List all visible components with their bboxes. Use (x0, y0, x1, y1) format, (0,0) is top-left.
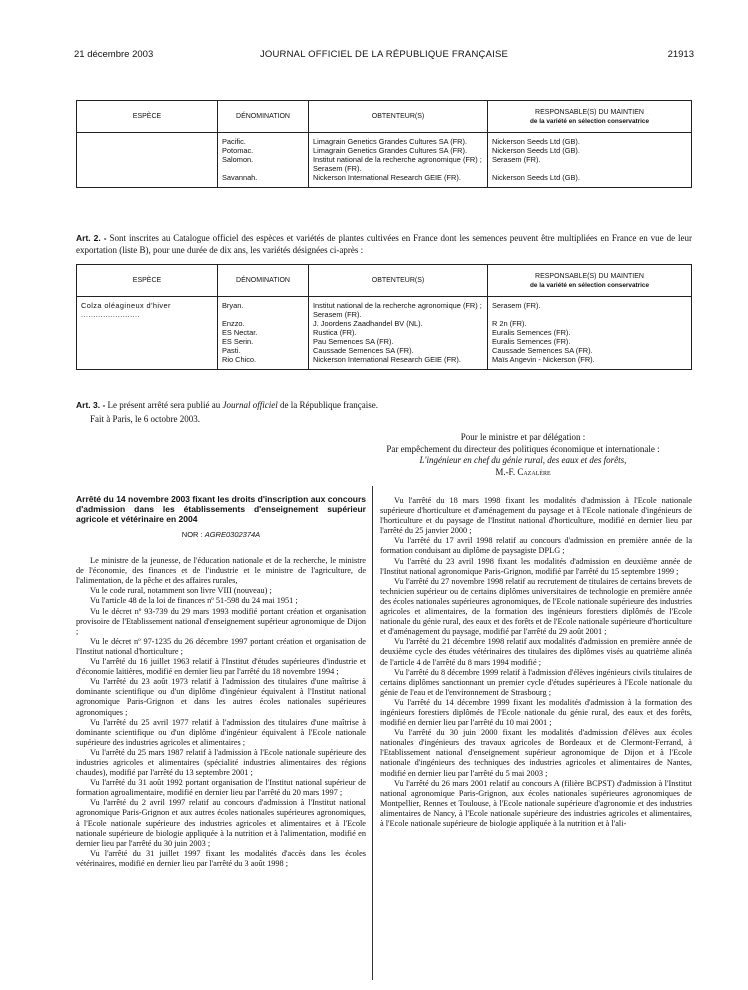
cell-obtenteur: Institut national de la recherche agronomique (FR) ; Serasem (FR). (309, 155, 488, 173)
cell-denomination: Enzzo. (218, 319, 309, 328)
cell-responsable: Maïs Angevin - Nickerson (FR). (488, 355, 692, 364)
table-row (77, 319, 692, 328)
cell-espece (77, 319, 218, 328)
cell-denomination: ES Serin. (218, 337, 309, 346)
col-header-denomination: DÉNOMINATION (218, 101, 309, 133)
cell-responsable: Nickerson Seeds Ltd (GB). (488, 146, 692, 155)
table-row (77, 146, 692, 155)
considerant-paragraph: Vu l'arrêté du 2 avril 1997 relatif au concours d'admission à l'Institut national agronomique Paris-Grignon et aux autres écoles nationales supérieures agronomiques, à l'Ecole nationale supérieure des industries agricoles et alimentaires et à l'Ecole nationale supérieure de biologie appliquée à la nutrition et à l'alimentation, modifié en dernier lieu par l'arrêté du 30 juin 2003 ; (76, 798, 366, 848)
fait-a-paris: Fait à Paris, le 6 octobre 2003. (90, 414, 200, 424)
cell-espece (77, 137, 218, 146)
table-row (77, 337, 692, 346)
responsable-header-label: RESPONSABLE(S) DU MAINTIEN (535, 272, 644, 280)
article-2 (76, 233, 692, 256)
table-2-body (77, 297, 692, 370)
cell-espece (77, 146, 218, 155)
cell-denomination: Pacific. (218, 137, 309, 146)
considerant-paragraph: Vu le code rural, notamment son livre VIII (nouveau) ; (90, 586, 272, 596)
journal-title: JOURNAL OFFICIEL DE LA RÉPUBLIQUE FRANÇAISE (259, 49, 509, 60)
cell-obtenteur: Pau Semences SA (FR). (309, 337, 488, 346)
varieties-table-1 (76, 100, 692, 188)
table-row (77, 137, 692, 146)
cell-denomination: Savannah. (218, 173, 309, 182)
column-divider (372, 486, 373, 980)
col-header-obtenteur: OBTENTEUR(S) (309, 101, 488, 133)
cell-espece: Colza oléagineux d'hiver ........................ (77, 301, 218, 319)
cell-responsable: Nickerson Seeds Ltd (GB). (488, 173, 692, 182)
cell-responsable: Serasem (FR). (488, 301, 692, 319)
cell-responsable: R 2n (FR). (488, 319, 692, 328)
signatory-name: M.-F. Cazalère (495, 466, 551, 477)
signature-line-3: L'ingénieur en chef du génie rural, des eaux et des forêts, (419, 455, 627, 466)
nor-label: NOR : (181, 530, 205, 539)
left-paragraphs (76, 556, 366, 869)
col-header-denomination: DÉNOMINATION (218, 265, 309, 297)
article-2-text: Sont inscrites au Catalogue officiel des espèces et variétés de plantes cultivées en France dont les semences peuvent être multipliées en France en vue de leur exportation (liste B), pour une durée de dix ans, les variétés désignées ci-après : (76, 233, 692, 255)
article-3 (76, 400, 692, 412)
considerant-paragraph: Vu l'arrêté du 17 avril 1998 relatif au concours d'admission en première année de la formation conduisant au diplôme de paysagiste DPLG ; (380, 536, 692, 556)
nor-code: AGRE0302374A (204, 530, 261, 539)
cell-espece (77, 355, 218, 364)
cell-responsable: Serasem (FR). (488, 155, 692, 173)
cell-obtenteur: Limagrain Genetics Grandes Cultures SA (FR). (309, 137, 488, 146)
cell-obtenteur: Limagrain Genetics Grandes Cultures SA (FR). (309, 146, 488, 155)
responsable-header-sub: de la variété en sélection conservatrice (530, 117, 649, 125)
cell-obtenteur: Rustica (FR). (309, 328, 488, 337)
considerant-paragraph: Vu l'arrêté du 26 mars 2001 relatif au concours A (filière BCPST) d'admission à l'Institut national agronomique Paris-Grignon, aux écoles nationales supérieures agronomiques de Montpellier, Rennes et Toulouse, à l'Ecole nationale supérieure d'agronomie et des industries alimentaires de Nancy, à l'Ecole nationale supérieure des industries agricoles et alimentaires, à l'Ecole nationale supérieure de biologie appliquée à la nutrition et à l'ali- (380, 778, 692, 828)
cell-denomination: Pasti. (218, 346, 309, 355)
considerant-paragraph: Vu l'arrêté du 25 avril 1977 relatif à l'admission des titulaires d'une maîtrise à dominante scientifique ou d'un diplôme d'ingénieur équivalent à l'Ecole nationale supérieure des industries agricoles et alimentaires ; (76, 717, 366, 747)
considerant-paragraph: Vu l'arrêté du 23 avril 1998 fixant les modalités d'admission en deuxième année de l'Institut national agronomique Paris-Grignon, modifié par l'arrêté du 15 septembre 1999 ; (380, 556, 692, 576)
cell-obtenteur: Nickerson International Research GEIE (FR). (309, 355, 488, 364)
cell-espece (77, 346, 218, 355)
col-header-espece: ESPÈCE (77, 101, 218, 133)
considerant-paragraph: Vu l'article 48 de la loi de finances nº 51-598 du 24 mai 1951 ; (90, 596, 298, 606)
table-row (77, 328, 692, 337)
cell-denomination: ES Nectar. (218, 328, 309, 337)
left-column (76, 494, 366, 869)
cell-espece (77, 337, 218, 346)
considerant-paragraph: Vu l'arrêté du 16 juillet 1963 relatif à l'Institut d'études supérieures d'industrie et d'économie laitières, modifié en dernier lieu par l'arrêté du 18 novembre 1994 ; (76, 657, 366, 677)
nor-reference (76, 530, 366, 540)
considerant-paragraph: Vu l'arrêté du 31 août 1992 portant organisation de l'Institut national supérieur de formation agroalimentaire, modifié en dernier lieu par l'arrêté du 20 mars 1997 ; (76, 778, 366, 798)
considerant-paragraph: Vu l'arrêté du 30 juin 2000 fixant les modalités d'admission d'élèves aux écoles nationales d'ingénieurs des travaux agricoles de Bordeaux et de Clermont-Ferrand, à l'Etablissement national d'enseignement supérieur agronomique de Dijon et à l'Ecole nationale d'ingénieurs des techniques des industries agricoles et alimentaires de Nantes, modifié en dernier lieu par l'arrêté du 5 mai 2003 ; (380, 728, 692, 778)
considerant-paragraph: Vu l'arrêté du 23 août 1973 relatif à l'admission des titulaires d'une maîtrise à dominante scientifique ou d'un diplôme d'ingénieur équivalent à l'Institut national agronomique Paris-Grignon et dans les autres écoles nationales supérieures agronomiques ; (76, 677, 366, 717)
cell-obtenteur: Nickerson International Research GEIE (FR). (309, 173, 488, 182)
cell-obtenteur: Institut national de la recherche agronomique (FR) ; Serasem (FR). (309, 301, 488, 319)
col-header-obtenteur: OBTENTEUR(S) (309, 265, 488, 297)
article-3-text-before: Le présent arrêté sera publié au (105, 400, 223, 410)
cell-denomination: Potomac. (218, 146, 309, 155)
cell-responsable: Caussade Semences SA (FR). (488, 346, 692, 355)
considerant-paragraph: Le ministre de la jeunesse, de l'éducation nationale et de la recherche, le ministre de l'économie, des finances et de l'industrie et le ministre de l'agriculture, de l'alimentation, de la pêche et des affaires rurales, (76, 556, 366, 586)
considerant-paragraph: Vu l'arrêté du 8 décembre 1999 relatif à l'admission d'élèves ingénieurs civils titulaires de certains diplômes sanctionnant un premier cycle d'études supérieures à l'Ecole nationale du génie de l'eau et de l'environnement de Strasbourg ; (380, 667, 692, 697)
table-row (77, 355, 692, 364)
page-header (74, 49, 694, 63)
considerant-paragraph: Vu l'arrêté du 25 mars 1987 relatif à l'admission à l'Ecole nationale supérieure des industries agricoles et alimentaires (spécialité industries alimentaires des régions chaudes), modifié par l'arrêté du 13 septembre 2001 ; (76, 747, 366, 778)
cell-denomination: Bryan. (218, 301, 309, 319)
cell-obtenteur: Caussade Semences SA (FR). (309, 346, 488, 355)
cell-espece (77, 173, 218, 182)
col-header-responsable (488, 265, 692, 297)
col-header-espece: ESPÈCE (77, 265, 218, 297)
article-3-text-after: de la République française. (277, 400, 378, 410)
cell-denomination: Salomon. (218, 155, 309, 173)
arrete-title: Arrêté du 14 novembre 2003 fixant les droits d'inscription aux concours d'admission dans les établissements d'enseignement supérieur agricole et vétérinaire en 2004 (76, 494, 366, 524)
considerant-paragraph: Vu l'arrêté du 31 juillet 1997 fixant les modalités d'accès dans les écoles vétérinaires, modifié en dernier lieu par l'arrêté du 3 août 1998 ; (76, 848, 366, 868)
cell-denomination: Rio Chico. (218, 355, 309, 364)
cell-responsable: Nickerson Seeds Ltd (GB). (488, 137, 692, 146)
table-row (77, 301, 692, 319)
considerant-paragraph: Vu le décret nº 97-1235 du 26 décembre 1997 portant création et organisation de l'Institut national d'horticulture ; (76, 636, 366, 656)
cell-obtenteur: J. Joordens Zaadhandel BV (NL). (309, 319, 488, 328)
table-row (77, 346, 692, 355)
considerant-paragraph: Vu l'arrêté du 18 mars 1998 fixant les modalités d'admission à l'Ecole nationale supérieure d'horticulture et d'aménagement du paysage et à l'Ecole nationale d'ingénieurs de l'horticulture et du paysage de l'Institut national d'horticulture, modifié en dernier lieu par l'arrêté du 25 janvier 2000 ; (380, 496, 692, 536)
table-row (77, 173, 692, 182)
considerant-paragraph: Vu l'arrêté du 21 décembre 1998 relatif aux modalités d'admission en première année de deuxième cycle des études vétérinaires des titulaires des diplômes visés au quatrième alinéa de l'article 4 de l'arrêté du 8 mars 1994 modifié ; (380, 637, 692, 667)
right-paragraphs (380, 496, 692, 829)
header-date: 21 décembre 2003 (74, 49, 154, 60)
article-3-label: Art. 3. - (76, 400, 106, 410)
considerant-paragraph: Vu l'arrêté du 27 novembre 1998 relatif au recrutement de titulaires de certains brevets de technicien supérieur ou de certains diplômes universitaires de technologie en première année des écoles nationales supérieures agronomiques, de l'Ecole nationale supérieure des industries agricoles et alimentaires, de la formation des ingénieurs forestiers diplômés de l'Ecole nationale du génie rural, des eaux et des forêts et de l'Ecole nationale supérieure d'horticulture et d'aménagement du paysage, modifié par l'arrêté du 29 août 2001 ; (380, 576, 692, 637)
col-header-responsable (488, 101, 692, 133)
responsable-header-label: RESPONSABLE(S) DU MAINTIEN (535, 108, 644, 116)
signature-block (358, 432, 688, 478)
varieties-table-2 (76, 264, 692, 370)
cell-responsable: Euralis Semences (FR). (488, 328, 692, 337)
page-number: 21913 (667, 49, 694, 60)
responsable-header-sub: de la variété en sélection conservatrice (530, 281, 649, 289)
cell-responsable: Euralis Semences (FR). (488, 337, 692, 346)
table-row (77, 155, 692, 173)
article-3-journal: Journal officiel (222, 400, 278, 410)
considerant-paragraph: Vu l'arrêté du 14 décembre 1999 fixant les modalités d'admission à la formation des ingénieurs forestiers diplômés de l'Ecole nationale du génie rural, des eaux et des forêts, modifié en dernier lieu par l'arrêté du 10 mai 2001 ; (380, 697, 692, 728)
signature-line-1: Pour le ministre et par délégation : (460, 432, 586, 442)
article-2-label: Art. 2. - (76, 233, 107, 243)
right-column (380, 496, 692, 829)
table-1-body (77, 133, 692, 188)
cell-espece (77, 155, 218, 173)
cell-espece (77, 328, 218, 337)
signature-line-2: Par empêchement du directeur des politiques économique et internationale : (386, 443, 660, 454)
considerant-paragraph: Vu le décret nº 93-739 du 29 mars 1993 modifié portant création et organisation provisoire de l'Etablissement national d'enseignement supérieur agronomique de Dijon ; (76, 606, 366, 636)
